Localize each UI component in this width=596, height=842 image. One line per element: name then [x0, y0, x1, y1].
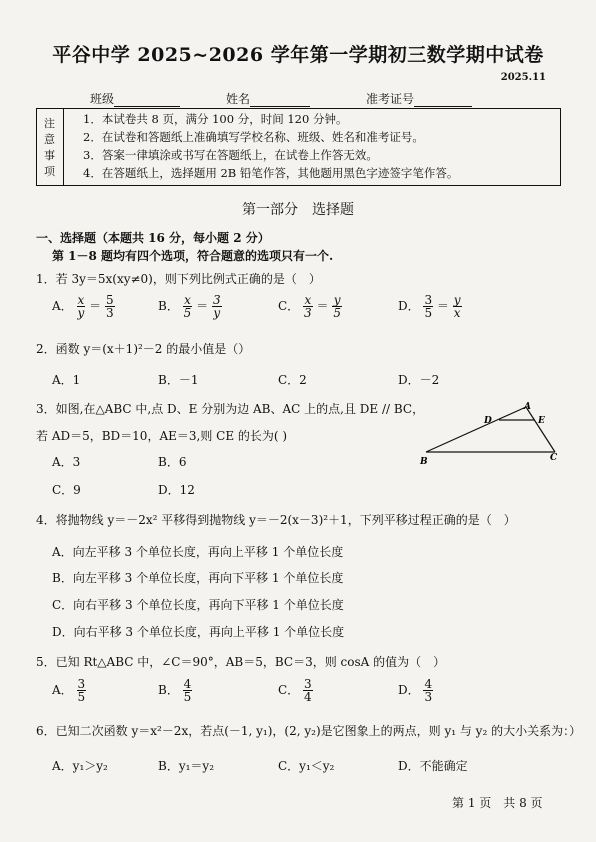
q4-option-c: C．向右平移 3 个单位长度，再向下平移 1 个单位长度	[52, 598, 344, 612]
denominator: 3	[424, 690, 433, 704]
triangle-figure	[416, 398, 566, 468]
label-b: B	[420, 457, 428, 467]
numerator: x	[304, 293, 312, 307]
class-label: 班级	[90, 92, 115, 106]
notice-heading	[37, 109, 64, 185]
numerator: y	[333, 293, 341, 307]
class-field	[90, 90, 180, 107]
notice-item: 3．答案一律填涂或书写在答题纸上，在试卷上作答无效。	[83, 148, 378, 162]
name-field	[226, 90, 310, 107]
side-ab	[426, 407, 526, 452]
section-title: 第一部分 选择题	[242, 202, 354, 218]
option-label: C．	[278, 299, 300, 313]
denominator: 5	[77, 690, 86, 704]
numerator: 3	[77, 677, 86, 691]
q5-option-a	[52, 678, 86, 703]
exam-date: 2025.11	[500, 72, 546, 83]
side-ac	[526, 407, 555, 452]
equals-sign: ＝	[316, 299, 329, 313]
q1-option-d	[398, 294, 462, 319]
numerator: 3	[424, 293, 433, 307]
q4-stem: 4．将抛物线 y＝－2x² 平移得到抛物线 y＝－2(x－3)²＋1，下列平移过程正确的是（ ）	[36, 513, 516, 527]
q3-stem-line1: 3．如图,在△ABC 中,点 D、E 分别为边 AB、AC 上的点,且 DE // BC，	[36, 402, 425, 416]
numerator: x	[77, 293, 85, 307]
q1-option-b	[158, 294, 222, 319]
q1-option-c	[278, 294, 342, 319]
q6-option-a: A．y₁＞y₂	[52, 759, 108, 773]
notice-item: 4．在答题纸上，选择题用 2B 铅笔作答，其他题用黑色字迹签字笔作答。	[83, 166, 459, 180]
option-label: D．	[398, 683, 420, 697]
numerator: 3	[304, 677, 312, 691]
equals-sign: ＝	[89, 299, 102, 313]
q4-option-b: B．向左平移 3 个单位长度，再向下平移 1 个单位长度	[52, 571, 344, 585]
notice-head-char: 意	[44, 133, 55, 146]
option-label: A．	[52, 299, 73, 313]
q2-stem: 2．函数 y＝(x＋1)²－2 的最小值是（）	[36, 342, 251, 356]
denominator: 5	[183, 306, 192, 320]
option-label: D．	[398, 299, 420, 313]
numerator: x	[184, 293, 191, 307]
notice-item: 1．本试卷共 8 页，满分 100 分，时间 120 分钟。	[83, 112, 348, 126]
notice-head-char: 事	[44, 149, 55, 162]
denominator: 5	[333, 306, 341, 320]
option-label: A．	[52, 683, 73, 697]
denominator: y	[77, 306, 85, 320]
denominator: 3	[105, 306, 114, 320]
notice-head-char: 注	[44, 117, 55, 130]
page-footer: 第 1 页 共 8 页	[452, 796, 543, 810]
q6-option-b: B．y₁＝y₂	[158, 759, 214, 773]
q1-option-a	[52, 294, 115, 319]
part-note: 第 1－8 题均有四个选项，符合题意的选项只有一个.	[52, 249, 334, 263]
numerator: 3	[212, 293, 221, 307]
q4-option-a: A．向左平移 3 个单位长度，再向上平移 1 个单位长度	[52, 545, 344, 559]
q3-stem-line2: 若 AD＝5，BD＝10，AE＝3,则 CE 的长为( )	[36, 429, 288, 443]
q3-option-a: A．3	[52, 455, 81, 469]
q5-option-d	[398, 678, 433, 703]
equals-sign: ＝	[436, 299, 449, 313]
q4-option-d: D．向右平移 3 个单位长度，再向上平移 1 个单位长度	[52, 625, 345, 639]
q6-stem: 6．已知二次函数 y＝x²－2x，若点(－1, y₁)，(2, y₂)是它图象上的两点，则 y₁ 与 y₂ 的大小关系为：）	[36, 724, 582, 738]
name-label: 姓名	[226, 92, 251, 106]
option-label: B．	[158, 299, 179, 313]
q5-option-b	[158, 678, 192, 703]
q2-option-a: A．1	[52, 373, 81, 387]
label-e: E	[538, 416, 545, 426]
part-heading: 一、选择题（本题共 16 分，每小题 2 分）	[36, 231, 270, 245]
label-a: A	[524, 402, 531, 412]
denominator: 5	[424, 306, 433, 320]
q1-stem: 1．若 3y＝5x(xy≠0)，则下列比例式正确的是（ ）	[36, 272, 321, 286]
id-label: 准考证号	[366, 92, 415, 106]
q2-option-c: C．2	[278, 373, 307, 387]
numerator: 4	[183, 677, 192, 691]
label-d: D	[484, 416, 492, 426]
q5-option-c	[278, 678, 313, 703]
option-label: C．	[278, 683, 300, 697]
denominator: 4	[304, 690, 312, 704]
label-c: C	[550, 453, 558, 463]
q3-option-b: B．6	[158, 455, 187, 469]
q3-option-c: C．9	[52, 483, 81, 497]
q5-stem: 5．已知 Rt△ABC 中，∠C＝90°，AB＝5，BC＝3，则 cosA 的值为（ ）	[36, 655, 446, 669]
q2-option-b: B．－1	[158, 373, 199, 387]
notice-head-char: 项	[44, 165, 55, 178]
equals-sign: ＝	[196, 299, 209, 313]
exam-title: 平谷中学 2025~2026 学年第一学期初三数学期中试卷	[52, 44, 544, 66]
option-label: B．	[158, 683, 179, 697]
notice-item: 2．在试卷和答题纸上准确填写学校名称、班级、姓名和准考证号。	[83, 130, 424, 144]
numerator: y	[453, 293, 461, 307]
denominator: 3	[304, 306, 312, 320]
numerator: 4	[424, 677, 433, 691]
q6-option-c: C．y₁＜y₂	[278, 759, 335, 773]
denominator: 5	[183, 690, 192, 704]
notice-box	[36, 108, 561, 186]
q3-option-d: D．12	[158, 483, 195, 497]
numerator: 5	[105, 293, 114, 307]
denominator: x	[453, 306, 461, 320]
id-field	[366, 90, 472, 107]
denominator: y	[213, 306, 221, 320]
q2-option-d: D．－2	[398, 373, 440, 387]
q6-option-d: D．不能确定	[398, 759, 468, 773]
